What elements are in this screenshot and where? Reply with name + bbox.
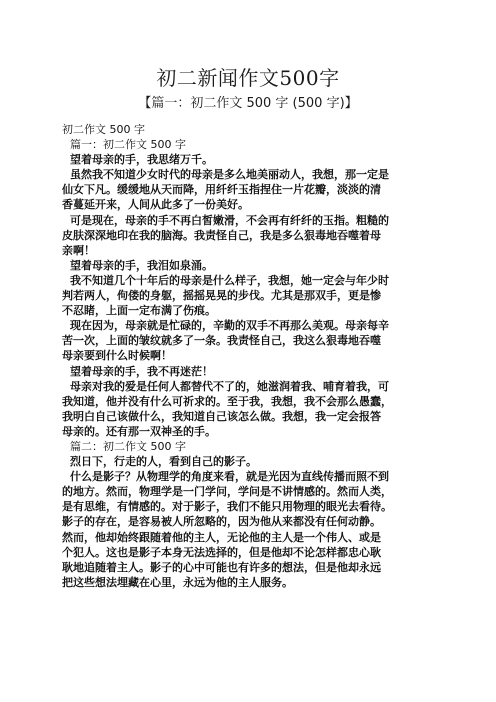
text-line: 亲啊！	[62, 243, 95, 257]
text-line: 然而，他却始终跟随着他的主人，无论他的主人是一个伟人、或是	[62, 530, 381, 544]
text-line: 把这些想法埋藏在心里，永远为他的主人服务。	[62, 575, 293, 589]
text-line: 我不知道几个十年后的母亲是什么样子，我想，她一定会与年少时	[70, 273, 389, 287]
text-line: 香蔓延开来，人间从此多了一份美好。	[62, 198, 249, 212]
text-line: 的地方。然而，物理学是一门学问，学问是不讲情感的。然而人类，	[62, 485, 392, 499]
text-line: 影子的存在，是容易被人所忽略的，因为他从来都没有任何动静。	[62, 515, 381, 529]
text-line: 判若两人，佝偻的身躯，摇摇晃晃的步伐。尤其是那双手，更是惨	[62, 289, 381, 303]
text-line: 耿地追随着主人。影子的心中可能也有许多的想法，但是他却永远	[62, 560, 381, 574]
text-line: 个犯人。这也是影子本身无法选择的，但是他却不论怎样都忠心耿	[62, 545, 381, 559]
text-line: 篇二：初二作文 500 字	[70, 439, 186, 453]
text-line: 仙女下凡。缓缓地从天而降，用纤纤玉指捏住一片花瓣，淡淡的清	[62, 183, 381, 197]
text-line: 什么是影子？从物理学的角度来看，就是光因为直线传播而照不到	[70, 470, 389, 484]
document-title: 初二新闻作文500字	[156, 66, 340, 90]
text-line: 望着母亲的手，我泪如泉涌。	[70, 258, 213, 272]
text-line: 皮肤深深地印在我的脑海。我责怪自己，我是多么狠毒地吞噬着母	[62, 228, 381, 242]
text-line: 现在因为，母亲就是忙碌的，辛勤的双手不再那么美观。母亲每辛	[70, 319, 389, 333]
text-line: 烈日下，行走的人，看到自己的影子。	[70, 455, 257, 469]
text-line: 母亲对我的爱是任何人都替代不了的，她滋润着我、哺育着我，可	[70, 379, 389, 393]
text-line: 望着母亲的手，我思绪万千。	[70, 153, 213, 167]
text-line: 初二作文 500 字	[62, 123, 145, 136]
document-subtitle: 【篇一：初二作文 500 字 (500 字)】	[138, 96, 358, 111]
text-line: 我明白自己该做什么，我知道自己该怎么做。我想，我一定会报答	[62, 409, 381, 423]
text-line: 虽然我不知道少女时代的母亲是多么地美丽动人，我想，那一定是	[70, 168, 389, 182]
document-body	[62, 122, 440, 590]
text-line: 母亲要到什么时候啊！	[62, 349, 172, 363]
text-line: 可是现在，母亲的手不再白皙嫩滑，不会再有纤纤的玉指。粗糙的	[70, 213, 389, 227]
text-line: 我知道，他并没有什么可祈求的。至于我，我想，我不会那么愚蠢，	[62, 394, 392, 408]
text-line: 望着母亲的手，我不再迷茫！	[70, 364, 213, 378]
text-line: 不忍睹，上面一定布满了伤痕。	[62, 304, 216, 318]
text-line: 苦一次，上面的皱纹就多了一条。我责怪自己，我这么狠毒地吞噬	[62, 334, 381, 348]
text-line: 是有思维，有情感的。对于影子，我们不能只用物理的眼光去看待。	[62, 500, 392, 514]
text-line: 篇一：初二作文 500 字	[70, 138, 186, 152]
text-line: 母亲的。还有那一双神圣的手。	[62, 424, 216, 438]
